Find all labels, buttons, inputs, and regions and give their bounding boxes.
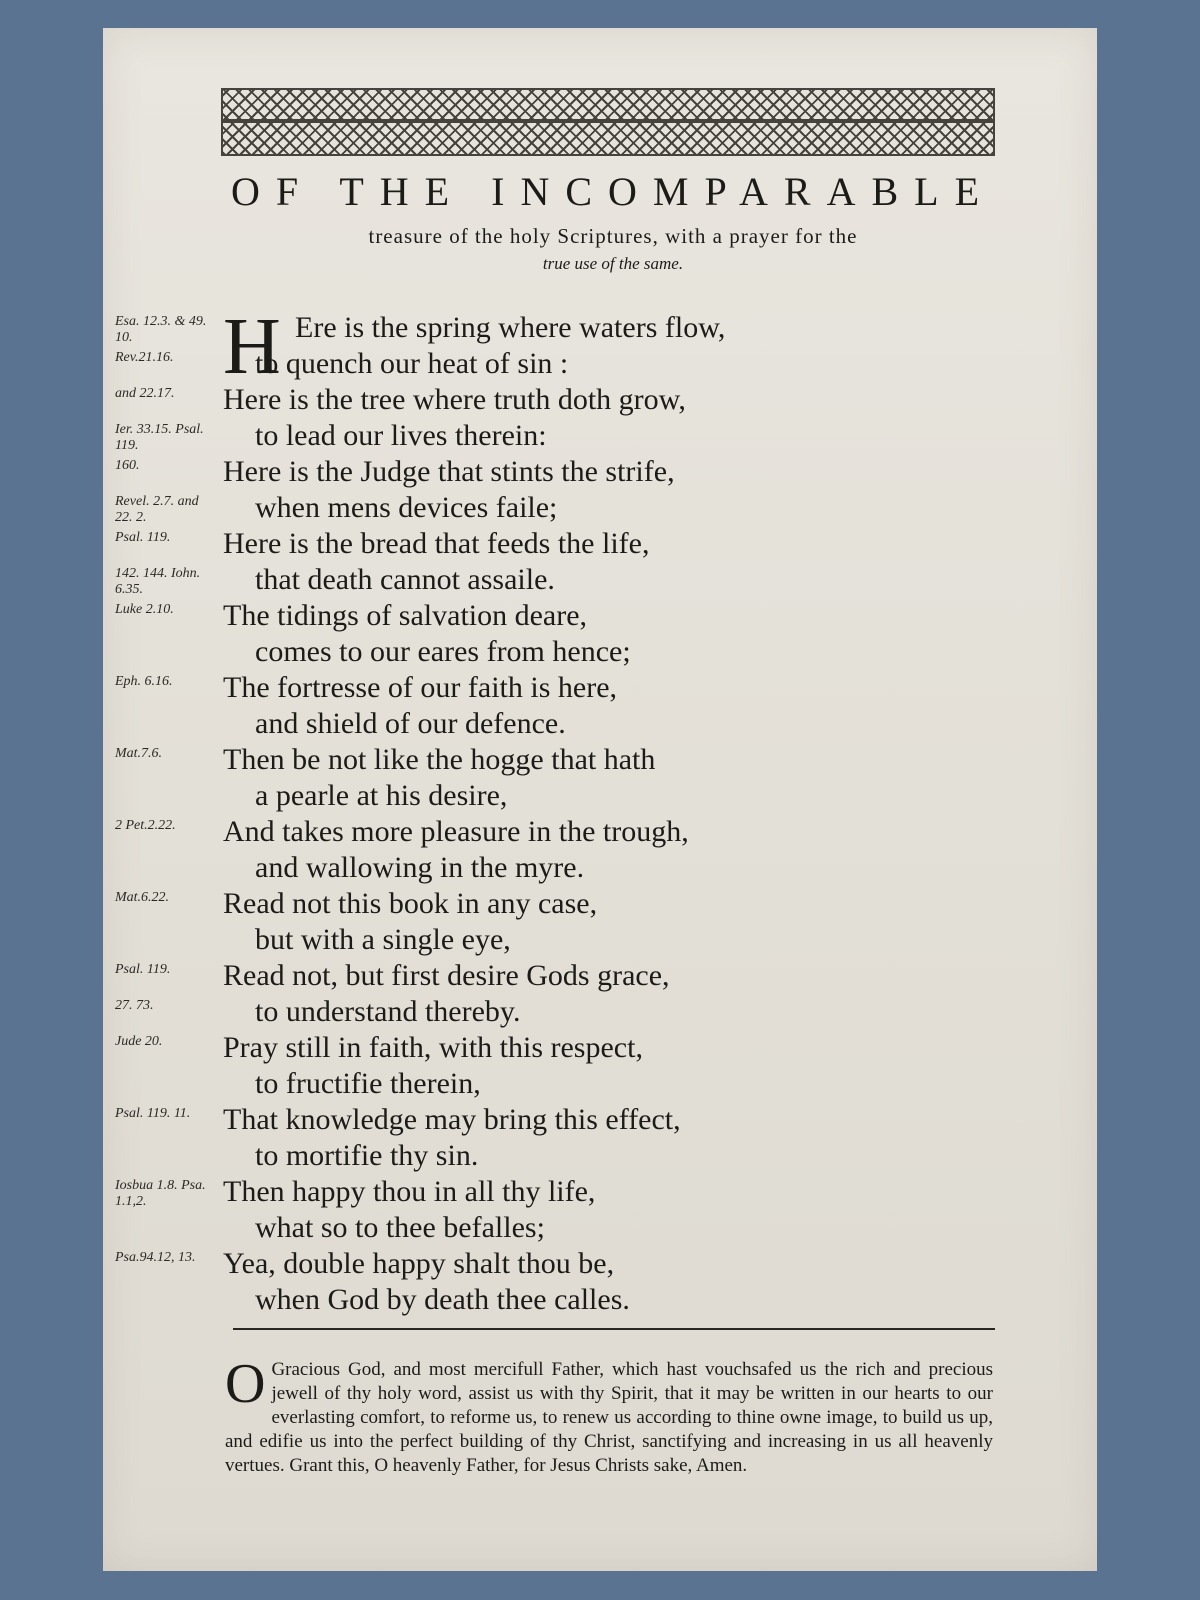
- verse-text: Pray still in faith, with this respect,: [223, 1031, 643, 1064]
- margin-reference: Psal. 119. 11.: [115, 1106, 191, 1121]
- prayer-text: Gracious God, and most mercifull Father, which hast vouchsafed us the rich and precious jewell of thy holy word, assist us with thy Spirit, that it may be written in our hearts to our everlasting comfort, to reforme us, to renew us according to thine owne image, to build us up, and edifie us into the perfect building of thy Christ, sanctifying and increasing in us all heavenly vertues. Grant this, O heavenly Father, for Jesus Christs sake, Amen.: [225, 1359, 993, 1476]
- margin-reference: Iosbua 1.8. Psa. 1.1,2.: [115, 1178, 206, 1209]
- margin-reference: Psa.94.12, 13.: [115, 1250, 196, 1265]
- verse-text: a pearle at his desire,: [255, 779, 508, 812]
- verse-text: to lead our lives therein:: [255, 419, 547, 452]
- verse-text: That knowledge may bring this effect,: [223, 1103, 681, 1136]
- verse-text: when God by death thee calles.: [255, 1283, 630, 1316]
- margin-reference: 160.: [115, 458, 140, 473]
- poem-line: [115, 1102, 915, 1138]
- verse-text: to fructifie therein,: [255, 1067, 481, 1100]
- poem-line: [115, 994, 915, 1030]
- verse-text: Then be not like the hogge that hath: [223, 743, 656, 776]
- verse-text: and shield of our defence.: [255, 707, 566, 740]
- poem-line: [115, 310, 915, 346]
- verse-text: that death cannot assaile.: [255, 563, 555, 596]
- poem-line: [115, 814, 915, 850]
- margin-reference: and 22.17.: [115, 386, 175, 401]
- poem-line: [115, 1138, 915, 1174]
- verse-text: The tidings of salvation deare,: [223, 599, 588, 632]
- verse-text: Read not, but first desire Gods grace,: [223, 959, 670, 992]
- verse-text: but with a single eye,: [255, 923, 511, 956]
- margin-reference: 27. 73.: [115, 998, 154, 1013]
- verse-text: to quench our heat of sin :: [255, 347, 569, 380]
- verse-text: The fortresse of our faith is here,: [223, 671, 618, 704]
- poem-line: [115, 1282, 915, 1318]
- poem-dropcap: H: [223, 303, 281, 391]
- verse-text: Ere is the spring where waters flow,: [295, 311, 726, 344]
- margin-reference: Revel. 2.7. and 22. 2.: [115, 494, 199, 525]
- divider: [233, 1328, 995, 1330]
- book-page: [103, 28, 1097, 1571]
- verse-text: when mens devices faile;: [255, 491, 558, 524]
- poem-line: [115, 778, 915, 814]
- margin-reference: Luke 2.10.: [115, 602, 174, 617]
- prayer: [225, 1353, 993, 1478]
- margin-reference: 2 Pet.2.22.: [115, 818, 176, 833]
- poem-line: [115, 1066, 915, 1102]
- margin-reference: Psal. 119.: [115, 962, 171, 977]
- poem-line: [115, 886, 915, 922]
- poem-line: [115, 922, 915, 958]
- verse-text: Here is the bread that feeds the life,: [223, 527, 650, 560]
- poem-line: [115, 418, 915, 454]
- page-subtitle: treasure of the holy Scriptures, with a prayer for the: [368, 224, 858, 248]
- poem-line: [115, 598, 915, 634]
- poem-line: [115, 634, 915, 670]
- margin-reference: 142. 144. Iohn. 6.35.: [115, 566, 201, 597]
- poem-line: [115, 490, 915, 526]
- header-ornament: [221, 88, 995, 156]
- poem: [115, 303, 915, 1318]
- poem-line: [115, 526, 915, 562]
- verse-text: comes to our eares from hence;: [255, 635, 631, 668]
- margin-reference: Psal. 119.: [115, 530, 171, 545]
- poem-line: [115, 850, 915, 886]
- prayer-dropcap: O: [225, 1353, 266, 1415]
- margin-reference: Ier. 33.15. Psal. 119.: [115, 422, 204, 453]
- verse-text: Here is the Judge that stints the strife,: [223, 455, 675, 488]
- margin-reference: Rev.21.16.: [115, 350, 174, 365]
- poem-line: [115, 562, 915, 598]
- verse-text: to mortifie thy sin.: [255, 1139, 479, 1172]
- page-subtitle-continued: true use of the same.: [542, 254, 684, 273]
- verse-text: And takes more pleasure in the trough,: [223, 815, 689, 848]
- verse-text: Then happy thou in all thy life,: [223, 1175, 596, 1208]
- poem-line: [115, 454, 915, 490]
- poem-line: [115, 1030, 915, 1066]
- margin-reference: Mat.7.6.: [115, 746, 163, 761]
- poem-line: [115, 346, 915, 382]
- page-title: OF THE INCOMPARABLE: [230, 169, 996, 214]
- poem-line: [115, 382, 915, 418]
- poem-line: [115, 1246, 915, 1282]
- verse-text: to understand thereby.: [255, 995, 521, 1028]
- verse-text: and wallowing in the myre.: [255, 851, 585, 884]
- margin-reference: Esa. 12.3. & 49. 10.: [115, 314, 207, 345]
- verse-text: what so to thee befalles;: [255, 1211, 545, 1244]
- margin-reference: Eph. 6.16.: [115, 674, 173, 689]
- margin-reference: Jude 20.: [115, 1034, 163, 1049]
- poem-line: [115, 706, 915, 742]
- poem-line: [115, 1174, 915, 1210]
- poem-line: [115, 670, 915, 706]
- poem-line: [115, 1210, 915, 1246]
- verse-text: Here is the tree where truth doth grow,: [223, 383, 686, 416]
- poem-line: [115, 742, 915, 778]
- margin-reference: Mat.6.22.: [115, 890, 170, 905]
- verse-text: Read not this book in any case,: [223, 887, 598, 920]
- verse-text: Yea, double happy shalt thou be,: [223, 1247, 615, 1280]
- poem-line: [115, 958, 915, 994]
